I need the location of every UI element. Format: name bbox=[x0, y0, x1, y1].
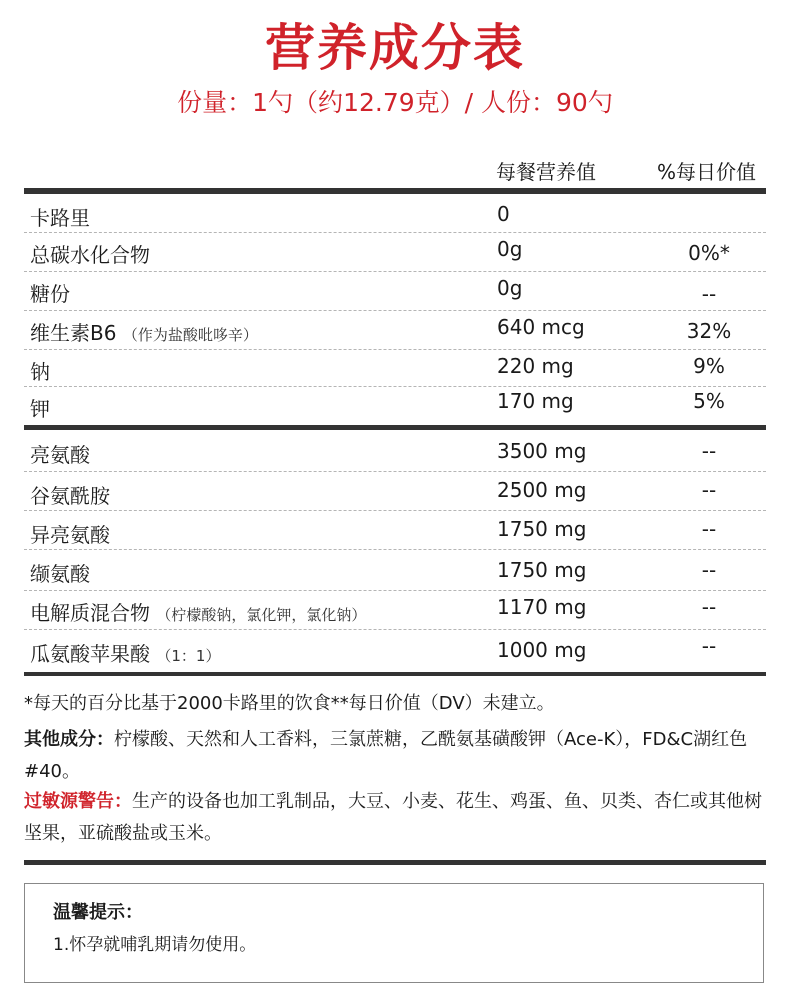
nutrient-name: 卡路里 bbox=[30, 206, 90, 230]
nutrition-row bbox=[24, 630, 766, 670]
allergen-text: 生产的设备也加工乳制品，大豆、小麦、花生、鸡蛋、鱼、贝类、杏仁或其他树坚果，亚硫酸盐或玉米。 bbox=[24, 791, 762, 844]
nutrition-row bbox=[24, 387, 766, 424]
nutrient-amount: 0 bbox=[497, 202, 510, 226]
tips-line: 1.怀孕就哺乳期请勿使用。 bbox=[53, 935, 257, 955]
nutrient-dv: -- bbox=[701, 282, 717, 306]
nutrient-dv: -- bbox=[701, 558, 717, 582]
nutrient-amount: 1750 mg bbox=[497, 558, 587, 582]
nutrient-dv: -- bbox=[701, 595, 717, 619]
nutrient-amount: 170 mg bbox=[497, 389, 574, 413]
nutrition-row bbox=[24, 350, 766, 387]
footer-divider bbox=[24, 860, 766, 865]
nutrient-name: 钠 bbox=[30, 360, 50, 384]
nutrient-name: 异亮氨酸 bbox=[30, 523, 110, 547]
nutrient-dv: 32% bbox=[686, 319, 732, 343]
nutrient-name: 糖份 bbox=[30, 282, 70, 306]
tips-box bbox=[24, 883, 764, 983]
nutrition-row bbox=[24, 233, 766, 272]
column-header-per-serving: 每餐营养值 bbox=[496, 160, 596, 184]
column-header-daily-value: %每日价值 bbox=[657, 160, 757, 184]
allergen-warning bbox=[24, 786, 772, 850]
nutrition-row bbox=[24, 272, 766, 311]
nutrition-row bbox=[24, 550, 766, 591]
nutrient-note: （1：1） bbox=[156, 647, 221, 665]
nutrient-name: 总碳水化合物 bbox=[30, 243, 150, 267]
other-ingredients bbox=[24, 724, 772, 788]
nutrient-amount: 1750 mg bbox=[497, 517, 587, 541]
nutrient-dv: 5% bbox=[693, 389, 725, 413]
nutrition-row bbox=[24, 591, 766, 630]
footnote: *每天的百分比基于2000卡路里的饮食**每日价值（DV）未建立。 bbox=[24, 693, 555, 714]
serving-size: 份量：1勺（约12.79克）/ 人份：90勺 bbox=[177, 88, 613, 117]
nutrient-amount: 220 mg bbox=[497, 354, 574, 378]
nutrition-row bbox=[24, 194, 766, 233]
nutrient-dv: 0%* bbox=[688, 241, 730, 265]
other-ingredients-text: 柠檬酸、天然和人工香料，三氯蔗糖，乙酰氨基磺酸钾（Ace-K），FD&C湖红色#40。 bbox=[24, 729, 748, 782]
nutrient-dv: -- bbox=[701, 478, 717, 502]
nutrient-amount: 640 mcg bbox=[497, 315, 585, 339]
nutrient-name: 缬氨酸 bbox=[30, 562, 90, 586]
nutrient-name: 瓜氨酸苹果酸 （1：1） bbox=[30, 642, 221, 666]
nutrient-name: 维生素B6 （作为盐酸吡哆辛） bbox=[30, 321, 258, 345]
nutrition-row bbox=[24, 511, 766, 550]
nutrient-dv: 9% bbox=[693, 354, 725, 378]
nutrient-name: 钾 bbox=[30, 397, 50, 421]
nutrient-amount: 0g bbox=[497, 237, 523, 261]
nutrition-row bbox=[24, 311, 766, 350]
nutrient-amount: 1170 mg bbox=[497, 595, 587, 619]
bottom-divider bbox=[24, 672, 766, 676]
tips-title: 温馨提示： bbox=[53, 902, 143, 923]
page-title: 营养成分表 bbox=[265, 19, 525, 77]
nutrient-amount: 2500 mg bbox=[497, 478, 587, 502]
nutrient-name: 亮氨酸 bbox=[30, 443, 90, 467]
nutrient-note: （作为盐酸吡哆辛） bbox=[122, 326, 258, 344]
nutrient-dv: -- bbox=[701, 634, 717, 658]
other-ingredients-label: 其他成分： bbox=[24, 729, 114, 750]
nutrient-name: 电解质混合物 （柠檬酸钠，氯化钾，氯化钠） bbox=[30, 601, 367, 625]
nutrient-dv: -- bbox=[701, 517, 717, 541]
nutrition-row bbox=[24, 472, 766, 511]
nutrient-amount: 3500 mg bbox=[497, 439, 587, 463]
nutrient-dv: -- bbox=[701, 439, 717, 463]
nutrition-row bbox=[24, 431, 766, 472]
allergen-label: 过敏源警告： bbox=[24, 791, 132, 812]
nutrient-name: 谷氨酰胺 bbox=[30, 484, 110, 508]
nutrient-amount: 1000 mg bbox=[497, 638, 587, 662]
nutrient-note: （柠檬酸钠，氯化钾，氯化钠） bbox=[156, 606, 367, 624]
section-divider bbox=[24, 425, 766, 430]
nutrient-amount: 0g bbox=[497, 276, 523, 300]
